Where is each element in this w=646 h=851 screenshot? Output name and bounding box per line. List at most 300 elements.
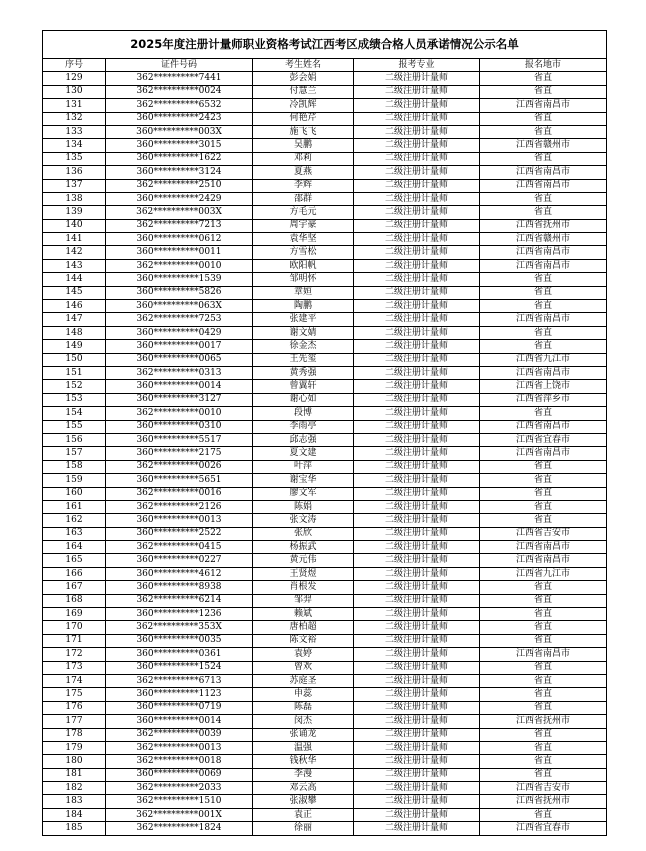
registration-city: 省直 [480, 514, 607, 527]
id-number: 360**********1622 [106, 152, 253, 165]
exam-major: 二级注册计量师 [354, 782, 480, 795]
table-row [43, 380, 607, 393]
exam-major: 二级注册计量师 [354, 728, 480, 741]
exam-major: 二级注册计量师 [354, 192, 480, 205]
row-index: 171 [43, 634, 106, 647]
table-row [43, 755, 607, 768]
registration-city: 省直 [480, 326, 607, 339]
table-row [43, 567, 607, 580]
id-number: 362**********7253 [106, 313, 253, 326]
row-index: 158 [43, 460, 106, 473]
registration-city: 省直 [480, 407, 607, 420]
candidate-name: 王贤煜 [253, 567, 354, 580]
registration-city: 省直 [480, 674, 607, 687]
table-row [43, 353, 607, 366]
registration-city: 江西省南昌市 [480, 313, 607, 326]
registration-city: 江西省南昌市 [480, 420, 607, 433]
table-row [43, 326, 607, 339]
row-index: 132 [43, 112, 106, 125]
row-index: 177 [43, 715, 106, 728]
exam-major: 二级注册计量师 [354, 500, 480, 513]
column-header-major: 报考专业 [354, 59, 480, 72]
candidate-name: 夏文建 [253, 447, 354, 460]
exam-major: 二级注册计量师 [354, 407, 480, 420]
registration-city: 省直 [480, 728, 607, 741]
table-body [43, 72, 607, 835]
candidate-name: 黄元伟 [253, 554, 354, 567]
id-number: 362**********003X [106, 206, 253, 219]
id-number: 360**********0069 [106, 768, 253, 781]
candidate-name: 张淑攀 [253, 795, 354, 808]
table-row [43, 500, 607, 513]
id-number: 360**********2175 [106, 447, 253, 460]
id-number: 362**********001X [106, 808, 253, 821]
table-row [43, 661, 607, 674]
exam-major: 二级注册计量师 [354, 99, 480, 112]
exam-major: 二级注册计量师 [354, 701, 480, 714]
registration-city: 省直 [480, 661, 607, 674]
table-row [43, 99, 607, 112]
candidate-name: 谢宝华 [253, 474, 354, 487]
candidate-name: 冷凯辉 [253, 99, 354, 112]
exam-major: 二级注册计量师 [354, 608, 480, 621]
row-index: 135 [43, 152, 106, 165]
candidate-name: 袁华坚 [253, 233, 354, 246]
id-number: 362**********0415 [106, 541, 253, 554]
candidate-name: 曾翼轩 [253, 380, 354, 393]
table-row [43, 420, 607, 433]
candidate-name: 袁婷 [253, 648, 354, 661]
registration-city: 省直 [480, 755, 607, 768]
table-row [43, 648, 607, 661]
candidate-name: 谢文婧 [253, 326, 354, 339]
registration-city: 江西省抚州市 [480, 715, 607, 728]
row-index: 156 [43, 433, 106, 446]
table-row [43, 514, 607, 527]
row-index: 134 [43, 139, 106, 152]
row-index: 161 [43, 500, 106, 513]
row-index: 148 [43, 326, 106, 339]
candidate-name: 何艳芹 [253, 112, 354, 125]
id-number: 360**********0310 [106, 420, 253, 433]
registration-city: 江西省南昌市 [480, 259, 607, 272]
id-number: 360**********2522 [106, 527, 253, 540]
column-header-city: 报名地市 [480, 59, 607, 72]
registration-city: 省直 [480, 72, 607, 85]
exam-major: 二级注册计量师 [354, 139, 480, 152]
row-index: 184 [43, 808, 106, 821]
table-row [43, 701, 607, 714]
registration-city: 江西省南昌市 [480, 166, 607, 179]
exam-major: 二级注册计量师 [354, 286, 480, 299]
candidate-name: 钱秋华 [253, 755, 354, 768]
id-number: 362**********0013 [106, 741, 253, 754]
table-row [43, 447, 607, 460]
candidate-name: 邱志强 [253, 433, 354, 446]
table-row [43, 179, 607, 192]
id-number: 362**********7441 [106, 72, 253, 85]
table-row [43, 139, 607, 152]
row-index: 176 [43, 701, 106, 714]
exam-major: 二级注册计量师 [354, 259, 480, 272]
exam-major: 二级注册计量师 [354, 72, 480, 85]
row-index: 133 [43, 125, 106, 138]
exam-major: 二级注册计量师 [354, 487, 480, 500]
exam-major: 二级注册计量师 [354, 460, 480, 473]
page-title: 2025年度注册计量师职业资格考试江西考区成绩合格人员承诺情况公示名单 [42, 30, 607, 58]
candidate-name: 欧阳帆 [253, 259, 354, 272]
registration-city: 省直 [480, 621, 607, 634]
id-number: 360**********2423 [106, 112, 253, 125]
candidate-name: 肖根发 [253, 581, 354, 594]
exam-major: 二级注册计量师 [354, 514, 480, 527]
registration-city: 省直 [480, 487, 607, 500]
registration-city: 省直 [480, 300, 607, 313]
table-row [43, 741, 607, 754]
registration-city: 江西省南昌市 [480, 541, 607, 554]
row-index: 185 [43, 822, 106, 835]
registration-city: 江西省抚州市 [480, 219, 607, 232]
row-index: 130 [43, 85, 106, 98]
row-index: 149 [43, 340, 106, 353]
candidate-name: 夏燕 [253, 166, 354, 179]
registration-city: 江西省宜春市 [480, 433, 607, 446]
registration-city: 江西省南昌市 [480, 366, 607, 379]
table-row [43, 72, 607, 85]
exam-major: 二级注册计量师 [354, 380, 480, 393]
exam-major: 二级注册计量师 [354, 808, 480, 821]
registration-city: 江西省南昌市 [480, 447, 607, 460]
column-header-name: 考生姓名 [253, 59, 354, 72]
exam-major: 二级注册计量师 [354, 112, 480, 125]
row-index: 142 [43, 246, 106, 259]
table-row [43, 768, 607, 781]
table-row [43, 808, 607, 821]
registration-city: 江西省抚州市 [480, 795, 607, 808]
exam-major: 二级注册计量师 [354, 233, 480, 246]
exam-major: 二级注册计量师 [354, 741, 480, 754]
candidate-name: 徐金杰 [253, 340, 354, 353]
id-number: 360**********0065 [106, 353, 253, 366]
candidate-name: 方毛元 [253, 206, 354, 219]
row-index: 172 [43, 648, 106, 661]
id-number: 362**********353X [106, 621, 253, 634]
table-row [43, 286, 607, 299]
exam-major: 二级注册计量师 [354, 822, 480, 835]
table-row [43, 822, 607, 835]
table-row [43, 554, 607, 567]
row-index: 151 [43, 366, 106, 379]
id-number: 360**********3124 [106, 166, 253, 179]
id-number: 362**********2126 [106, 500, 253, 513]
row-index: 174 [43, 674, 106, 687]
id-number: 362**********7213 [106, 219, 253, 232]
candidate-name: 温强 [253, 741, 354, 754]
exam-major: 二级注册计量师 [354, 340, 480, 353]
exam-major: 二级注册计量师 [354, 366, 480, 379]
registration-city: 省直 [480, 634, 607, 647]
id-number: 360**********3015 [106, 139, 253, 152]
id-number: 360**********0013 [106, 514, 253, 527]
table-row [43, 474, 607, 487]
registration-city: 江西省南昌市 [480, 246, 607, 259]
table-row [43, 206, 607, 219]
table-row [43, 795, 607, 808]
id-number: 360**********0014 [106, 715, 253, 728]
id-number: 360**********1123 [106, 688, 253, 701]
id-number: 362**********6532 [106, 99, 253, 112]
row-index: 153 [43, 393, 106, 406]
id-number: 360**********2429 [106, 192, 253, 205]
candidate-name: 方雪松 [253, 246, 354, 259]
table-row [43, 300, 607, 313]
table-row [43, 112, 607, 125]
candidate-name: 叶萍 [253, 460, 354, 473]
exam-major: 二级注册计量师 [354, 166, 480, 179]
row-index: 154 [43, 407, 106, 420]
registration-city: 省直 [480, 273, 607, 286]
id-number: 362**********0024 [106, 85, 253, 98]
id-number: 360**********0017 [106, 340, 253, 353]
registration-city: 江西省吉安市 [480, 782, 607, 795]
candidate-name: 唐柏超 [253, 621, 354, 634]
candidate-name: 徐丽 [253, 822, 354, 835]
id-number: 362**********6713 [106, 674, 253, 687]
table-row [43, 246, 607, 259]
exam-major: 二级注册计量师 [354, 393, 480, 406]
candidate-name: 袁正 [253, 808, 354, 821]
exam-major: 二级注册计量师 [354, 661, 480, 674]
row-index: 143 [43, 259, 106, 272]
row-index: 138 [43, 192, 106, 205]
candidate-name: 张诵龙 [253, 728, 354, 741]
exam-major: 二级注册计量师 [354, 326, 480, 339]
row-index: 141 [43, 233, 106, 246]
registration-city: 省直 [480, 608, 607, 621]
candidate-name: 段博 [253, 407, 354, 420]
table-row [43, 433, 607, 446]
exam-major: 二级注册计量师 [354, 447, 480, 460]
row-index: 159 [43, 474, 106, 487]
row-index: 173 [43, 661, 106, 674]
id-number: 362**********6214 [106, 594, 253, 607]
row-index: 139 [43, 206, 106, 219]
candidate-name: 邵群 [253, 192, 354, 205]
row-index: 147 [43, 313, 106, 326]
id-number: 362**********0026 [106, 460, 253, 473]
id-number: 360**********0035 [106, 634, 253, 647]
id-number: 360**********0361 [106, 648, 253, 661]
id-number: 362**********0016 [106, 487, 253, 500]
exam-major: 二级注册计量师 [354, 541, 480, 554]
row-index: 144 [43, 273, 106, 286]
id-number: 362**********0010 [106, 259, 253, 272]
table-row [43, 166, 607, 179]
row-index: 146 [43, 300, 106, 313]
candidate-name: 章姮 [253, 286, 354, 299]
candidate-name: 陈文裕 [253, 634, 354, 647]
table-row [43, 366, 607, 379]
table-row [43, 634, 607, 647]
registration-city: 江西省南昌市 [480, 554, 607, 567]
row-index: 178 [43, 728, 106, 741]
table-row [43, 393, 607, 406]
roster-table [42, 30, 607, 836]
table-row [43, 527, 607, 540]
registration-city: 省直 [480, 125, 607, 138]
row-index: 165 [43, 554, 106, 567]
row-index: 155 [43, 420, 106, 433]
id-number: 362**********1824 [106, 822, 253, 835]
table-row [43, 259, 607, 272]
table-row [43, 541, 607, 554]
candidate-name: 杨振武 [253, 541, 354, 554]
row-index: 150 [43, 353, 106, 366]
id-number: 362**********2033 [106, 782, 253, 795]
registration-city: 江西省南昌市 [480, 648, 607, 661]
candidate-name: 邓莉 [253, 152, 354, 165]
id-number: 360**********063X [106, 300, 253, 313]
exam-major: 二级注册计量师 [354, 594, 480, 607]
id-number: 362**********1510 [106, 795, 253, 808]
exam-major: 二级注册计量师 [354, 152, 480, 165]
registration-city: 省直 [480, 688, 607, 701]
registration-city: 江西省南昌市 [480, 99, 607, 112]
registration-city: 省直 [480, 741, 607, 754]
candidate-name: 黄秀强 [253, 366, 354, 379]
exam-major: 二级注册计量师 [354, 206, 480, 219]
table-row [43, 594, 607, 607]
candidate-name: 邓云高 [253, 782, 354, 795]
registration-city: 省直 [480, 474, 607, 487]
candidate-name: 张建平 [253, 313, 354, 326]
id-number: 360**********0227 [106, 554, 253, 567]
exam-major: 二级注册计量师 [354, 674, 480, 687]
id-number: 360**********5517 [106, 433, 253, 446]
table-row [43, 460, 607, 473]
candidate-name: 王先玺 [253, 353, 354, 366]
row-index: 181 [43, 768, 106, 781]
registration-city: 江西省九江市 [480, 353, 607, 366]
id-number: 360**********003X [106, 125, 253, 138]
row-index: 175 [43, 688, 106, 701]
id-number: 360**********1524 [106, 661, 253, 674]
exam-major: 二级注册计量师 [354, 433, 480, 446]
exam-major: 二级注册计量师 [354, 353, 480, 366]
exam-major: 二级注册计量师 [354, 688, 480, 701]
exam-major: 二级注册计量师 [354, 420, 480, 433]
registration-city: 省直 [480, 192, 607, 205]
registration-city: 省直 [480, 85, 607, 98]
table-row [43, 487, 607, 500]
registration-city: 省直 [480, 500, 607, 513]
exam-major: 二级注册计量师 [354, 85, 480, 98]
candidate-name: 谢心如 [253, 393, 354, 406]
table-row [43, 273, 607, 286]
id-number: 362**********0039 [106, 728, 253, 741]
table-row [43, 125, 607, 138]
registration-city: 省直 [480, 152, 607, 165]
table-row [43, 608, 607, 621]
row-index: 137 [43, 179, 106, 192]
row-index: 157 [43, 447, 106, 460]
candidate-name: 彭会娟 [253, 72, 354, 85]
candidate-name: 李雨亭 [253, 420, 354, 433]
registration-city: 江西省宜春市 [480, 822, 607, 835]
exam-major: 二级注册计量师 [354, 621, 480, 634]
exam-major: 二级注册计量师 [354, 125, 480, 138]
registration-city: 省直 [480, 594, 607, 607]
row-index: 145 [43, 286, 106, 299]
row-index: 169 [43, 608, 106, 621]
table-row [43, 313, 607, 326]
registration-city: 省直 [480, 340, 607, 353]
column-header-index: 序号 [43, 59, 106, 72]
registration-city: 省直 [480, 460, 607, 473]
header-row [43, 59, 607, 72]
table-row [43, 621, 607, 634]
exam-major: 二级注册计量师 [354, 179, 480, 192]
table-row [43, 728, 607, 741]
table-row [43, 152, 607, 165]
candidate-name: 廖文军 [253, 487, 354, 500]
candidate-name: 李漫 [253, 768, 354, 781]
candidate-name: 李辉 [253, 179, 354, 192]
candidate-name: 张文涛 [253, 514, 354, 527]
row-index: 166 [43, 567, 106, 580]
id-number: 360**********0429 [106, 326, 253, 339]
candidate-name: 付慧兰 [253, 85, 354, 98]
row-index: 160 [43, 487, 106, 500]
candidate-name: 苏庭圣 [253, 674, 354, 687]
exam-major: 二级注册计量师 [354, 567, 480, 580]
registration-city: 省直 [480, 701, 607, 714]
exam-major: 二级注册计量师 [354, 648, 480, 661]
row-index: 183 [43, 795, 106, 808]
row-index: 136 [43, 166, 106, 179]
registration-city: 江西省上饶市 [480, 380, 607, 393]
table-row [43, 407, 607, 420]
id-number: 360**********5826 [106, 286, 253, 299]
exam-major: 二级注册计量师 [354, 634, 480, 647]
table-row [43, 581, 607, 594]
id-number: 362**********0313 [106, 366, 253, 379]
row-index: 182 [43, 782, 106, 795]
row-index: 140 [43, 219, 106, 232]
exam-major: 二级注册计量师 [354, 300, 480, 313]
id-number: 360**********1236 [106, 608, 253, 621]
table-row [43, 233, 607, 246]
registration-city: 江西省九江市 [480, 567, 607, 580]
exam-major: 二级注册计量师 [354, 768, 480, 781]
table-row [43, 782, 607, 795]
candidate-name: 闵杰 [253, 715, 354, 728]
registration-city: 省直 [480, 768, 607, 781]
registration-city: 江西省赣州市 [480, 233, 607, 246]
row-index: 152 [43, 380, 106, 393]
row-index: 168 [43, 594, 106, 607]
table-row [43, 715, 607, 728]
candidate-name: 周宇豪 [253, 219, 354, 232]
row-index: 163 [43, 527, 106, 540]
id-number: 360**********1539 [106, 273, 253, 286]
id-number: 360**********5651 [106, 474, 253, 487]
id-number: 362**********0010 [106, 407, 253, 420]
candidate-name: 张欣 [253, 527, 354, 540]
table-row [43, 688, 607, 701]
table-row [43, 674, 607, 687]
row-index: 167 [43, 581, 106, 594]
